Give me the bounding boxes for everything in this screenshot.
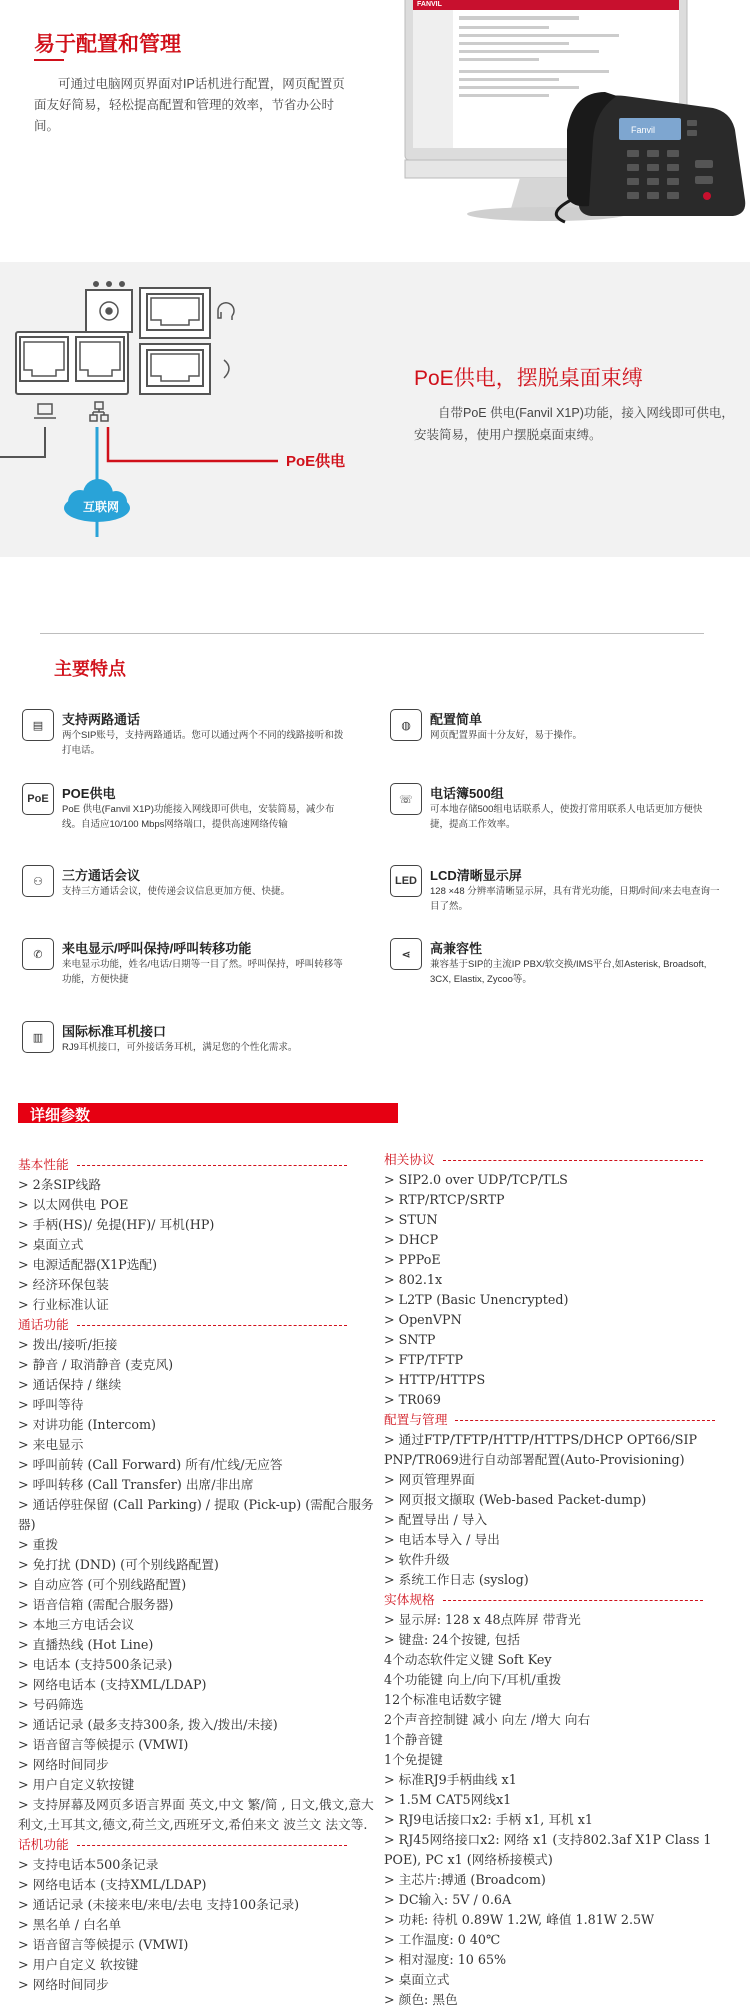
param-line: > 802.1x	[384, 1272, 443, 1287]
feature-title: 三方通话会议	[62, 868, 141, 883]
param-line: 4个功能键 向上/向下/耳机/重拨	[384, 1672, 562, 1687]
param-line: > 号码筛选	[18, 1697, 84, 1712]
params-right-column	[384, 1150, 734, 2010]
poe-icon: PoE	[22, 783, 54, 815]
param-line: > 通话记录 (未接来电/来电/去电 支持100条记录)	[18, 1897, 300, 1912]
param-line: > 通话保持 / 继续	[18, 1377, 122, 1392]
dashed-rule	[455, 1420, 715, 1421]
param-category-label: 配置与管理	[384, 1412, 448, 1427]
param-line: > 对讲功能 (Intercom)	[18, 1417, 156, 1432]
param-line: > 语音留言等候提示 (VMWI)	[18, 1937, 189, 1952]
param-line: > 用户自定义软按键	[18, 1777, 135, 1792]
dashed-rule	[77, 1325, 347, 1326]
network-icon	[90, 402, 108, 421]
param-category	[18, 1315, 380, 1335]
poe-title: PoE供电，摆脱桌面束缚	[414, 367, 643, 390]
internet-label: 互联网	[83, 500, 120, 514]
pc-icon	[34, 404, 56, 418]
param-category-label: 话机功能	[18, 1837, 69, 1852]
poe-label: PoE供电	[286, 453, 346, 470]
feature-title: 配置简单	[430, 712, 483, 727]
param-line: > 2条SIP线路	[18, 1177, 102, 1192]
monitor-logo: FANVIL	[417, 1, 442, 8]
param-line: > 颜色: 黑色	[384, 1992, 458, 2007]
param-line: > 语音信箱 (需配合服务器)	[18, 1597, 174, 1612]
param-category-label: 基本性能	[18, 1157, 69, 1172]
param-line: > DHCP	[384, 1232, 439, 1247]
config-desc: 可通过电脑网页界面对IP话机进行配置，网页配置页面友好简易，轻松提高配置和管理的效率，节省办公时间。	[34, 77, 345, 133]
param-line: 1个免提键	[384, 1752, 443, 1767]
feature-desc: 128 ×48 分辨率清晰显示屏，具有背光功能，日期/时间/来去电查询一目了然。	[430, 886, 720, 912]
param-line: > TR069	[384, 1392, 441, 1407]
config-title: 易于配置和管理	[34, 33, 181, 56]
params-left-column	[18, 1155, 380, 1995]
param-line: > RJ45网络接口x2: 网络 x1 (支持802.3af X1P Class 1 POE), PC x1 (网络桥接模式)	[384, 1832, 712, 1867]
poe-ports-diagram	[0, 262, 330, 557]
param-line: > 网络时间同步	[18, 1977, 109, 1992]
feature-desc: RJ9耳机接口，可外接话务耳机，满足您的个性化需求。	[62, 1042, 298, 1053]
feature-title: POE供电	[62, 786, 116, 801]
param-category	[384, 1410, 734, 1430]
phone-screen-text: Fanvil	[631, 125, 656, 135]
param-category-label: 实体规格	[384, 1592, 435, 1607]
param-line: > 呼叫等待	[18, 1397, 84, 1412]
param-line: > 支持屏幕及网页多语言界面 英文,中文 繁/简 , 日文,俄文,意大利文,土耳其文,德文,荷兰文,西班牙文,希伯来文 波兰文 法文等.	[18, 1797, 374, 1832]
poe-desc: 自带PoE 供电(Fanvil X1P)功能，接入网线即可供电，安装简易，使用户摆脱桌面束缚。	[414, 406, 734, 442]
param-line: 12个标准电话数字键	[384, 1692, 502, 1707]
param-line: > 标准RJ9手柄曲线 x1	[384, 1772, 517, 1787]
feature-desc: 兼容基于SIP的主流IP PBX/软交换/IMS平台,如Asterisk, Broadsoft, 3CX, Elastix, Zycoo等。	[430, 959, 707, 985]
dual-line-icon: ▤	[22, 709, 54, 741]
title-underline	[34, 59, 64, 61]
param-line: > RJ9电话接口x2: 手柄 x1, 耳机 x1	[384, 1812, 593, 1827]
param-line: > 黑名单 / 白名单	[18, 1917, 122, 1932]
params-header-bar	[18, 1103, 398, 1123]
dashed-rule	[443, 1160, 703, 1161]
param-line: > 以太网供电 POE	[18, 1197, 129, 1212]
feature-title: 国际标准耳机接口	[62, 1024, 167, 1039]
param-line: > SNTP	[384, 1332, 436, 1347]
param-line: > 用户自定义 软按键	[18, 1957, 139, 1972]
param-line: > 配置导出 / 导入	[384, 1512, 488, 1527]
param-line: > 工作温度: 0 40℃	[384, 1932, 501, 1947]
param-line: > 语音留言等候提示 (VMWI)	[18, 1737, 189, 1752]
param-line: > 拨出/接听/拒接	[18, 1337, 118, 1352]
params-title: 详细参数	[30, 1107, 91, 1124]
param-line: > 行业标准认证	[18, 1297, 109, 1312]
param-line: > 主芯片:搏通 (Broadcom)	[384, 1872, 546, 1887]
param-category-label: 通话功能	[18, 1317, 69, 1332]
param-line: > OpenVPN	[384, 1312, 462, 1327]
param-line: > 网络电话本 (支持XML/LDAP)	[18, 1677, 207, 1692]
param-line: 2个声音控制键 减小 向左 /增大 向右	[384, 1712, 591, 1727]
param-category	[384, 1150, 734, 1170]
feature-title: 来电显示/呼叫保持/呼叫转移功能	[62, 941, 252, 956]
param-line: > 免打扰 (DND) (可个别线路配置)	[18, 1557, 219, 1572]
param-line: > 来电显示	[18, 1437, 84, 1452]
param-line: > PPPoE	[384, 1252, 441, 1267]
feature-title: 高兼容性	[430, 941, 483, 956]
param-line: > 重拨	[18, 1537, 59, 1552]
feature-title: LCD清晰显示屏	[430, 868, 522, 883]
dashed-rule	[77, 1845, 347, 1846]
param-line: > 电话本 (支持500条记录)	[18, 1657, 173, 1672]
share-icon: ⋖	[390, 938, 422, 970]
param-line: > 桌面立式	[18, 1237, 84, 1252]
param-line: > DC输入: 5V / 0.6A	[384, 1892, 512, 1907]
param-line: > 桌面立式	[384, 1972, 450, 1987]
param-line: > 通话停驻保留 (Call Parking) / 提取 (Pick-up) (需配合服务器)	[18, 1497, 374, 1532]
headset-port-icon: ▥	[22, 1021, 54, 1053]
config-section	[0, 0, 750, 262]
conference-icon: ⚇	[22, 865, 54, 897]
param-line: > 自动应答 (可个别线路配置)	[18, 1577, 187, 1592]
feature-title: 电话簿500组	[430, 786, 504, 801]
param-line: > 网络时间同步	[18, 1757, 109, 1772]
param-line: > HTTP/HTTPS	[384, 1372, 486, 1387]
feature-desc: 可本地存储500组电话联系人，使拨打常用联系人电话更加方便快捷，提高工作效率。	[430, 804, 703, 830]
monitor-phone-illustration	[395, 0, 750, 225]
dashed-rule	[443, 1600, 703, 1601]
param-line: > L2TP (Basic Unencrypted)	[384, 1292, 569, 1307]
param-category-label: 相关协议	[384, 1152, 435, 1167]
param-line: > 相对湿度: 10 65%	[384, 1952, 507, 1967]
param-line: > 静音 / 取消静音 (麦克风)	[18, 1357, 174, 1372]
param-category	[384, 1590, 734, 1610]
call-transfer-icon: ✆	[22, 938, 54, 970]
globe-icon: ◍	[390, 709, 422, 741]
param-line: > 键盘: 24个按键, 包括	[384, 1632, 520, 1647]
param-line: > 网络电话本 (支持XML/LDAP)	[18, 1877, 207, 1892]
param-line: > 手柄(HS)/ 免提(HF)/ 耳机(HP)	[18, 1217, 215, 1232]
feature-desc: 网页配置界面十分友好，易于操作。	[430, 730, 583, 741]
param-line: > 呼叫前转 (Call Forward) 所有/忙线/无应答	[18, 1457, 283, 1472]
param-line: > STUN	[384, 1212, 438, 1227]
param-category	[18, 1835, 380, 1855]
param-line: > 显示屏: 128 x 48点阵屏 带背光	[384, 1612, 581, 1627]
dashed-rule	[77, 1165, 347, 1166]
lcd-icon: LED	[390, 865, 422, 897]
param-line: > 通话记录 (最多支持300条, 拨入/拨出/未接)	[18, 1717, 278, 1732]
feature-desc: PoE 供电(Fanvil X1P)功能接入网线即可供电，安装简易，减少布线。自适应10/100 Mbps网络端口，提供高速网络传输	[62, 804, 335, 830]
feature-desc: 支持三方通话会议，使传递会议信息更加方便、快捷。	[62, 886, 291, 897]
param-line: > 系统工作日志 (syslog)	[384, 1572, 529, 1587]
param-line: > RTP/RTCP/SRTP	[384, 1192, 505, 1207]
feature-title: 支持两路通话	[62, 712, 141, 727]
param-line: 1个静音键	[384, 1732, 443, 1747]
param-line: > SIP2.0 over UDP/TCP/TLS	[384, 1172, 568, 1187]
poe-section	[0, 262, 750, 557]
param-line: > 功耗: 待机 0.89W 1.2W, 峰值 1.81W 2.5W	[384, 1912, 655, 1927]
param-line: > 支持电话本500条记录	[18, 1857, 159, 1872]
param-line: > 直播热线 (Hot Line)	[18, 1637, 154, 1652]
param-category	[18, 1155, 380, 1175]
section-divider	[40, 633, 704, 634]
feature-desc: 两个SIP账号，支持两路通话。您可以通过两个不同的线路接听和拨打电话。	[62, 730, 344, 756]
param-line: > FTP/TFTP	[384, 1352, 464, 1367]
phonebook-icon: ☏	[390, 783, 422, 815]
param-line: > 通过FTP/TFTP/HTTP/HTTPS/DHCP OPT66/SIP PNP/TR069进行自动部署配置(Auto-Provisioning)	[384, 1432, 697, 1467]
param-line: > 电源适配器(X1P选配)	[18, 1257, 158, 1272]
param-line: > 1.5M CAT5网线x1	[384, 1792, 512, 1807]
param-line: > 呼叫转移 (Call Transfer) 出席/非出席	[18, 1477, 254, 1492]
param-line: > 电话本导入 / 导出	[384, 1532, 500, 1547]
param-line: > 软件升级	[384, 1552, 450, 1567]
feature-desc: 来电显示功能，姓名/电话/日期等一目了然。呼叫保持，呼叫转移等功能，方便快捷	[62, 959, 343, 985]
param-line: > 网页管理界面	[384, 1472, 475, 1487]
features-title: 主要特点	[54, 659, 126, 679]
param-line: > 本地三方电话会议	[18, 1617, 135, 1632]
param-line: 4个动态软件定义键 Soft Key	[384, 1652, 552, 1667]
param-line: > 经济环保包装	[18, 1277, 109, 1292]
param-line: > 网页报文撷取 (Web-based Packet-dump)	[384, 1492, 647, 1507]
